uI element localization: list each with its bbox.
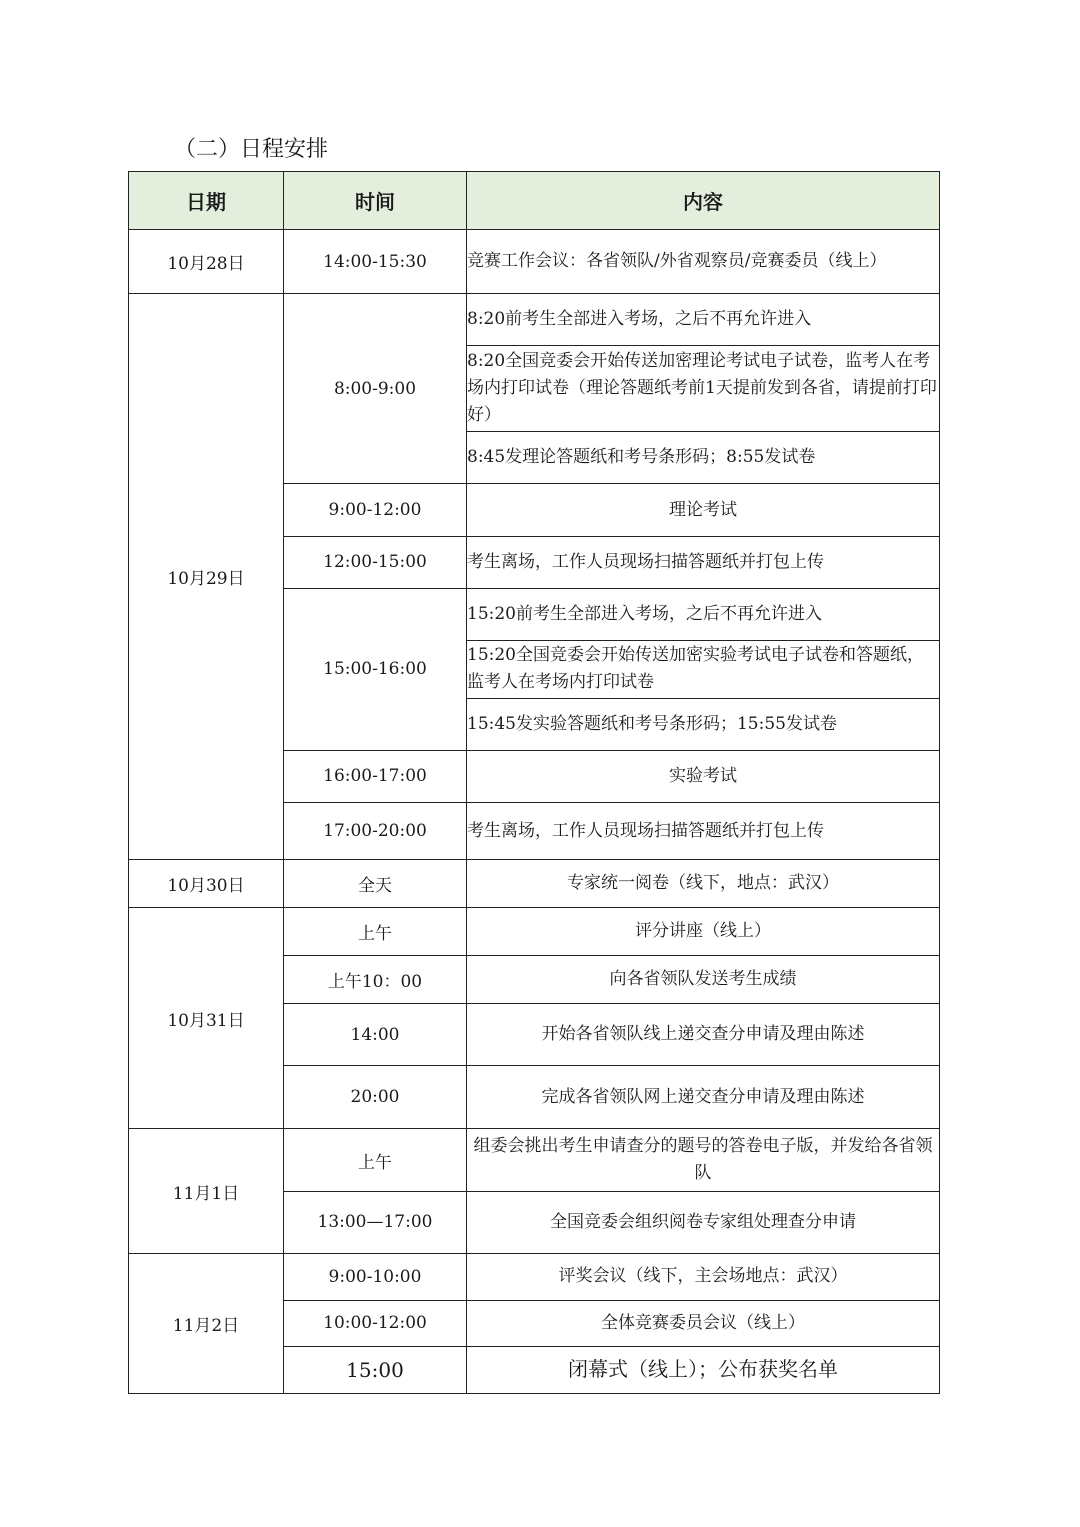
table-row — [129, 1129, 940, 1191]
table-row — [129, 860, 940, 908]
content-cell: 考生离场，工作人员现场扫描答题纸并打包上传 — [467, 802, 940, 859]
date-cell: 10月31日 — [129, 908, 284, 1129]
time-cell: 17:00-20:00 — [284, 802, 467, 859]
time-cell: 9:00-12:00 — [284, 484, 467, 536]
content-cell: 考生离场，工作人员现场扫描答题纸并打包上传 — [467, 536, 940, 588]
content-cell: 闭幕式（线上）；公布获奖名单 — [467, 1346, 940, 1393]
content-cell: 评分讲座（线上） — [467, 908, 940, 956]
content-cell: 8:20全国竞委会开始传送加密理论考试电子试卷，监考人在考场内打印试卷（理论答题纸考前1天提前发到各省，请提前打印好） — [467, 346, 940, 432]
content-cell: 15:45发实验答题纸和考号条形码；15:55发试卷 — [467, 698, 940, 750]
time-cell: 16:00-17:00 — [284, 750, 467, 802]
time-cell: 14:00 — [284, 1004, 467, 1066]
content-cell: 15:20全国竞委会开始传送加密实验考试电子试卷和答题纸，监考人在考场内打印试卷 — [467, 640, 940, 698]
content-cell: 实验考试 — [467, 750, 940, 802]
time-cell: 8:00-9:00 — [284, 294, 467, 484]
date-cell: 11月1日 — [129, 1129, 284, 1253]
table-row — [129, 908, 940, 956]
date-cell: 10月30日 — [129, 860, 284, 908]
content-cell: 开始各省领队线上递交查分申请及理由陈述 — [467, 1004, 940, 1066]
section-heading: （二）日程安排 — [174, 137, 329, 162]
time-cell: 12:00-15:00 — [284, 536, 467, 588]
time-cell: 13:00—17:00 — [284, 1191, 467, 1253]
table-row — [129, 1253, 940, 1300]
table-row — [129, 230, 940, 294]
table-row — [129, 294, 940, 346]
date-cell: 11月2日 — [129, 1253, 284, 1393]
time-cell: 20:00 — [284, 1066, 467, 1129]
content-cell: 组委会挑出考生申请查分的题号的答卷电子版，并发给各省领队 — [467, 1129, 940, 1191]
header-time: 时间 — [284, 172, 467, 230]
content-cell: 评奖会议（线下，主会场地点：武汉） — [467, 1253, 940, 1300]
content-cell: 全体竞赛委员会议（线上） — [467, 1300, 940, 1346]
time-cell: 10:00-12:00 — [284, 1300, 467, 1346]
content-cell: 完成各省领队网上递交查分申请及理由陈述 — [467, 1066, 940, 1129]
time-cell: 9:00-10:00 — [284, 1253, 467, 1300]
header-content: 内容 — [467, 172, 940, 230]
time-cell: 上午10：00 — [284, 956, 467, 1004]
date-cell: 10月29日 — [129, 294, 284, 860]
header-date: 日期 — [129, 172, 284, 230]
content-cell: 全国竞委会组织阅卷专家组处理查分申请 — [467, 1191, 940, 1253]
schedule-table — [128, 171, 940, 1394]
content-cell: 向各省领队发送考生成绩 — [467, 956, 940, 1004]
content-cell: 理论考试 — [467, 484, 940, 536]
content-cell: 竞赛工作会议：各省领队/外省观察员/竞赛委员（线上） — [467, 230, 940, 294]
time-cell: 14:00-15:30 — [284, 230, 467, 294]
content-cell: 专家统一阅卷（线下，地点：武汉） — [467, 860, 940, 908]
time-cell: 上午 — [284, 1129, 467, 1191]
time-cell: 上午 — [284, 908, 467, 956]
content-cell: 15:20前考生全部进入考场，之后不再允许进入 — [467, 588, 940, 640]
time-cell: 15:00-16:00 — [284, 588, 467, 750]
date-cell: 10月28日 — [129, 230, 284, 294]
content-cell: 8:20前考生全部进入考场，之后不再允许进入 — [467, 294, 940, 346]
time-cell: 全天 — [284, 860, 467, 908]
table-header-row — [129, 172, 940, 230]
time-cell: 15:00 — [284, 1346, 467, 1393]
content-cell: 8:45发理论答题纸和考号条形码；8:55发试卷 — [467, 432, 940, 484]
